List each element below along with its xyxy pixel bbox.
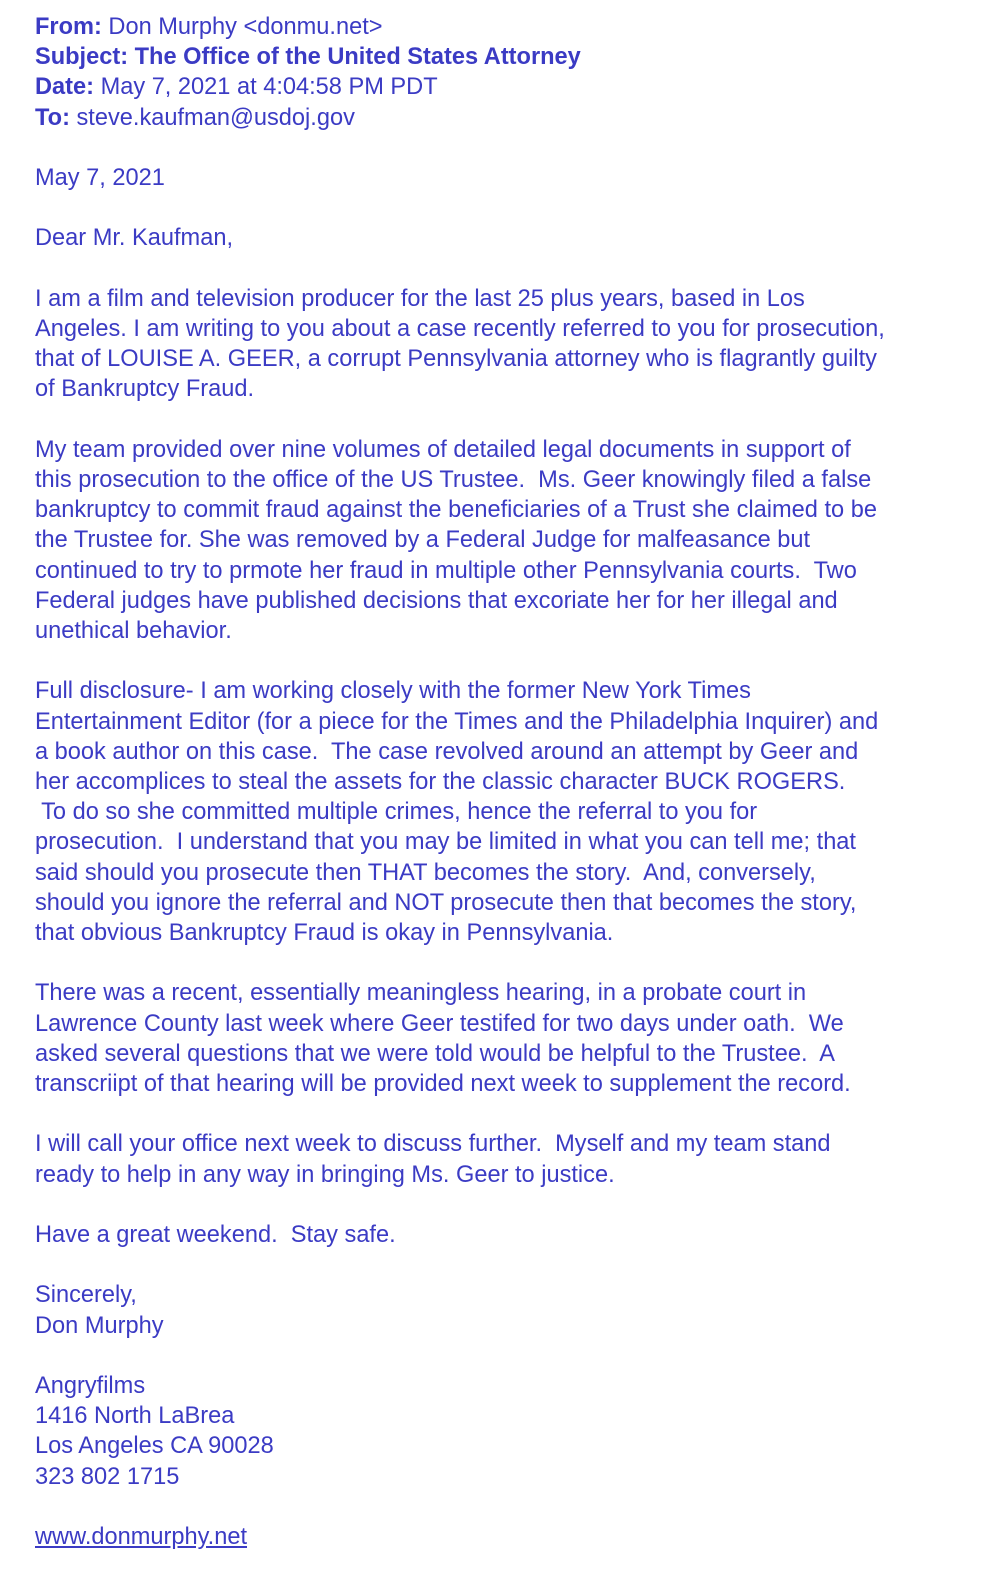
paragraph-line: a book author on this case. The case revolved around an attempt by Geer and — [35, 738, 859, 765]
salutation: Dear Mr. Kaufman, — [35, 225, 234, 252]
letter-body — [35, 284, 975, 1250]
spacer — [35, 646, 975, 676]
paragraph-line: Entertainment Editor (for a piece for the Times and the Philadelphia Inquirer) and — [35, 708, 879, 735]
paragraph-line: that of LOUISE A. GEER, a corrupt Pennsylvania attorney who is flagrantly guilty — [35, 346, 877, 373]
paragraph-line: the Trustee for. She was removed by a Federal Judge for malfeasance but — [35, 527, 811, 554]
paragraph-line: I am a film and television producer for the last 25 plus years, based in Los — [35, 285, 805, 312]
address-line-2: Los Angeles CA 90028 — [35, 1433, 274, 1460]
paragraph-line: asked several questions that we were told would be helpful to the Trustee. A — [35, 1040, 836, 1067]
subject-value: The Office of the United States Attorney — [134, 44, 581, 71]
paragraph-line: transcriipt of that hearing will be provided next week to supplement the record. — [35, 1071, 851, 1098]
paragraph-line: Angeles. I am writing to you about a case recently referred to you for prosecution, — [35, 315, 885, 342]
date-value: May 7, 2021 at 4:04:58 PM PDT — [100, 74, 438, 101]
spacer — [35, 1190, 975, 1220]
from-value: Don Murphy <donmu.net> — [108, 14, 383, 40]
paragraph-line: To do so she committed multiple crimes, hence the referral to you for — [35, 799, 758, 826]
paragraph-line: that obvious Bankruptcy Fraud is okay in Pennsylvania. — [35, 920, 614, 947]
spacer — [35, 133, 975, 163]
company-name: Angryfilms — [35, 1372, 146, 1399]
spacer — [35, 193, 975, 223]
to-label: To: — [35, 104, 70, 131]
to-value: steve.kaufman@usdoj.gov — [76, 104, 355, 131]
signature-name: Don Murphy — [35, 1312, 164, 1339]
paragraph-line: unethical behavior. — [35, 618, 232, 644]
body-paragraph — [35, 978, 975, 1099]
body-paragraph — [35, 284, 975, 405]
paragraph-line: Federal judges have published decisions that excoriate her for her illegal and — [35, 587, 838, 614]
paragraph-line: My team provided over nine volumes of detailed legal documents in support of — [35, 436, 851, 463]
paragraph-line: Full disclosure- I am working closely with the former New York Times — [35, 678, 751, 705]
paragraph-line: There was a recent, essentially meaningless hearing, in a probate court in — [35, 980, 807, 1007]
to-line — [35, 103, 975, 133]
address-line-1: 1416 North LaBrea — [35, 1403, 235, 1430]
paragraph-line: Lawrence County last week where Geer testifed for two days under oath. We — [35, 1010, 844, 1037]
subject-label: Subject: — [35, 44, 129, 71]
phone-number: 323 802 1715 — [35, 1463, 180, 1490]
from-line — [35, 12, 975, 42]
email-header — [35, 12, 975, 133]
paragraph-line: I will call your office next week to discuss further. Myself and my team stand — [35, 1131, 831, 1158]
body-paragraph — [35, 676, 975, 948]
spacer — [35, 1492, 975, 1522]
paragraph-line: prosecution. I understand that you may be limited in what you can tell me; that — [35, 829, 856, 856]
paragraph-line: of Bankruptcy Fraud. — [35, 376, 255, 403]
email-document — [35, 12, 975, 1552]
letter-date: May 7, 2021 — [35, 165, 165, 191]
paragraph-line: ready to help in any way in bringing Ms. Geer to justice. — [35, 1161, 615, 1188]
paragraph-line: bankruptcy to commit fraud against the beneficiaries of a Trust she claimed to be — [35, 497, 877, 524]
spacer — [35, 254, 975, 284]
date-line-header — [35, 72, 975, 102]
spacer — [35, 405, 975, 435]
paragraph-line: her accomplices to steal the assets for the classic character BUCK ROGERS. — [35, 769, 846, 795]
spacer — [35, 1250, 975, 1280]
from-label: From: — [35, 14, 102, 40]
subject-line — [35, 42, 975, 72]
spacer — [35, 1099, 975, 1129]
spacer — [35, 1341, 975, 1371]
website-link[interactable]: www.donmurphy.net — [35, 1523, 248, 1550]
date-label: Date: — [35, 74, 94, 101]
paragraph-line: continued to try to prmote her fraud in multiple other Pennsylvania courts. Two — [35, 557, 857, 584]
body-paragraph — [35, 1129, 975, 1189]
paragraph-line: this prosecution to the office of the US Trustee. Ms. Geer knowingly filed a false — [35, 466, 872, 493]
paragraph-line: said should you prosecute then THAT becomes the story. And, conversely, — [35, 859, 816, 886]
website-line — [35, 1522, 975, 1552]
body-paragraph — [35, 1220, 975, 1250]
spacer — [35, 948, 975, 978]
closing: Sincerely, — [35, 1282, 137, 1309]
paragraph-line: should you ignore the referral and NOT prosecute then that becomes the story, — [35, 889, 857, 916]
body-paragraph — [35, 435, 975, 646]
paragraph-line: Have a great weekend. Stay safe. — [35, 1222, 396, 1248]
